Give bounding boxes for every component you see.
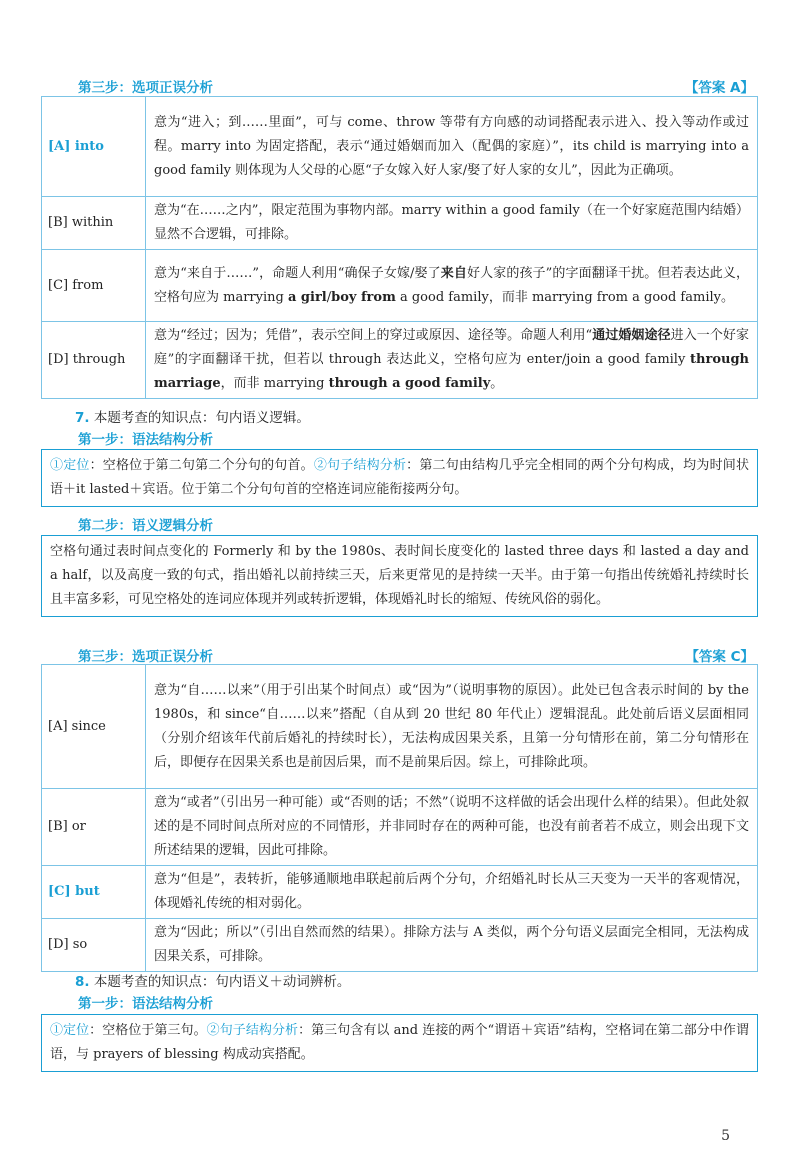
option-label: [B] or	[42, 789, 146, 866]
option-label: [B] within	[42, 197, 146, 250]
question-heading: 8. 本题考查的知识点：句内语义＋动词辨析。	[75, 974, 351, 990]
table-row	[42, 789, 758, 866]
step-heading: 第三步：选项正误分析	[78, 80, 213, 96]
answer-label: 【答案 C】	[685, 649, 754, 665]
table-row	[42, 665, 758, 789]
page-number: 5	[721, 1128, 730, 1144]
option-label: [C] but	[42, 866, 146, 919]
table-row	[42, 866, 758, 919]
table-row	[42, 197, 758, 250]
analysis-box: ①定位：空格位于第二句第二个分句的句首。②句子结构分析：第二句由结构几乎完全相同的两个分句构成，均为时间状语＋it lasted＋宾语。位于第二个分句句首的空格连词应能衔接两分句。	[41, 449, 758, 507]
options-table	[41, 664, 758, 972]
step-heading: 第三步：选项正误分析	[78, 649, 213, 665]
option-explanation: 意为“但是”，表转折，能够通顺地串联起前后两个分句，介绍婚礼时长从三天变为一天半的客观情况，体现婚礼传统的相对弱化。	[146, 866, 758, 919]
options-table	[41, 96, 758, 399]
analysis-box: 空格句通过表时间点变化的 Formerly 和 by the 1980s、表时间长度变化的 lasted three days 和 lasted a day and a half，以及高度一致的句式，指出婚礼以前持续三天，后来更常见的是持续一天半。由于第一句指出传统婚礼持续时长且丰富多彩，可见空格处的连词应体现并列或转折逻辑，体现婚礼时长的缩短、传统风俗的弱化。	[41, 535, 758, 617]
question-heading: 7. 本题考查的知识点：句内语义逻辑。	[75, 410, 310, 426]
step-heading: 第一步：语法结构分析	[78, 996, 213, 1012]
option-explanation: 意为“进入；到……里面”，可与 come、throw 等带有方向感的动词搭配表示进入、投入等动作或过程。marry into 为固定搭配，表示“通过婚姻而加入（配偶的家庭）”，its child is marrying into a good family 则体现为人父母的心愿“子女嫁入好人家/娶了好人家的女儿”，因此为正确项。	[146, 97, 758, 197]
table-row	[42, 97, 758, 197]
option-explanation: 意为“或者”（引出另一种可能）或“否则的话；不然”（说明不这样做的话会出现什么样的结果）。但此处叙述的是不同时间点所对应的不同情形，并非同时存在的两种可能，也没有前者若不成立，则会出现下文所述结果的逻辑，因此可排除。	[146, 789, 758, 866]
table-row	[42, 919, 758, 972]
option-explanation: 意为“自……以来”（用于引出某个时间点）或“因为”（说明事物的原因）。此处已包含表示时间的 by the 1980s，和 since“自……以来”搭配（自从到 20 世纪 80 年代止）逻辑混乱。此处前后语义层面相同（分别介绍该年代前后婚礼的持续时长），无法构成因果关系，且第一分句情形在前，第二分句情形在后，即便存在因果关系也是前因后果，而不是前果后因。综上，可排除此项。	[146, 665, 758, 789]
option-label: [A] since	[42, 665, 146, 789]
option-label: [D] through	[42, 322, 146, 399]
option-explanation: 意为“来自于……”，命题人利用“确保子女嫁/娶了来自好人家的孩子”的字面翻译干扰。但若表达此义，空格句应为 marrying a girl/boy from a good family，而非 marrying from a good family。	[146, 250, 758, 322]
table-row	[42, 250, 758, 322]
option-label: [D] so	[42, 919, 146, 972]
step-heading: 第一步：语法结构分析	[78, 432, 213, 448]
option-label: [A] into	[42, 97, 146, 197]
step-heading: 第二步：语义逻辑分析	[78, 518, 213, 534]
answer-label: 【答案 A】	[684, 80, 754, 96]
option-explanation: 意为“经过；因为；凭借”，表示空间上的穿过或原因、途径等。命题人利用“通过婚姻途径进入一个好家庭”的字面翻译干扰，但若以 through 表达此义，空格句应为 enter/join a good family through marriage，而非 marrying through a good family。	[146, 322, 758, 399]
option-explanation: 意为“因此；所以”（引出自然而然的结果）。排除方法与 A 类似，两个分句语义层面完全相同，无法构成因果关系，可排除。	[146, 919, 758, 972]
analysis-box: ①定位：空格位于第三句。②句子结构分析：第三句含有以 and 连接的两个“谓语＋宾语”结构，空格词在第二部分中作谓语，与 prayers of blessing 构成动宾搭配。	[41, 1014, 758, 1072]
table-row	[42, 322, 758, 399]
option-label: [C] from	[42, 250, 146, 322]
option-explanation: 意为“在……之内”，限定范围为事物内部。marry within a good family（在一个好家庭范围内结婚）显然不合逻辑，可排除。	[146, 197, 758, 250]
